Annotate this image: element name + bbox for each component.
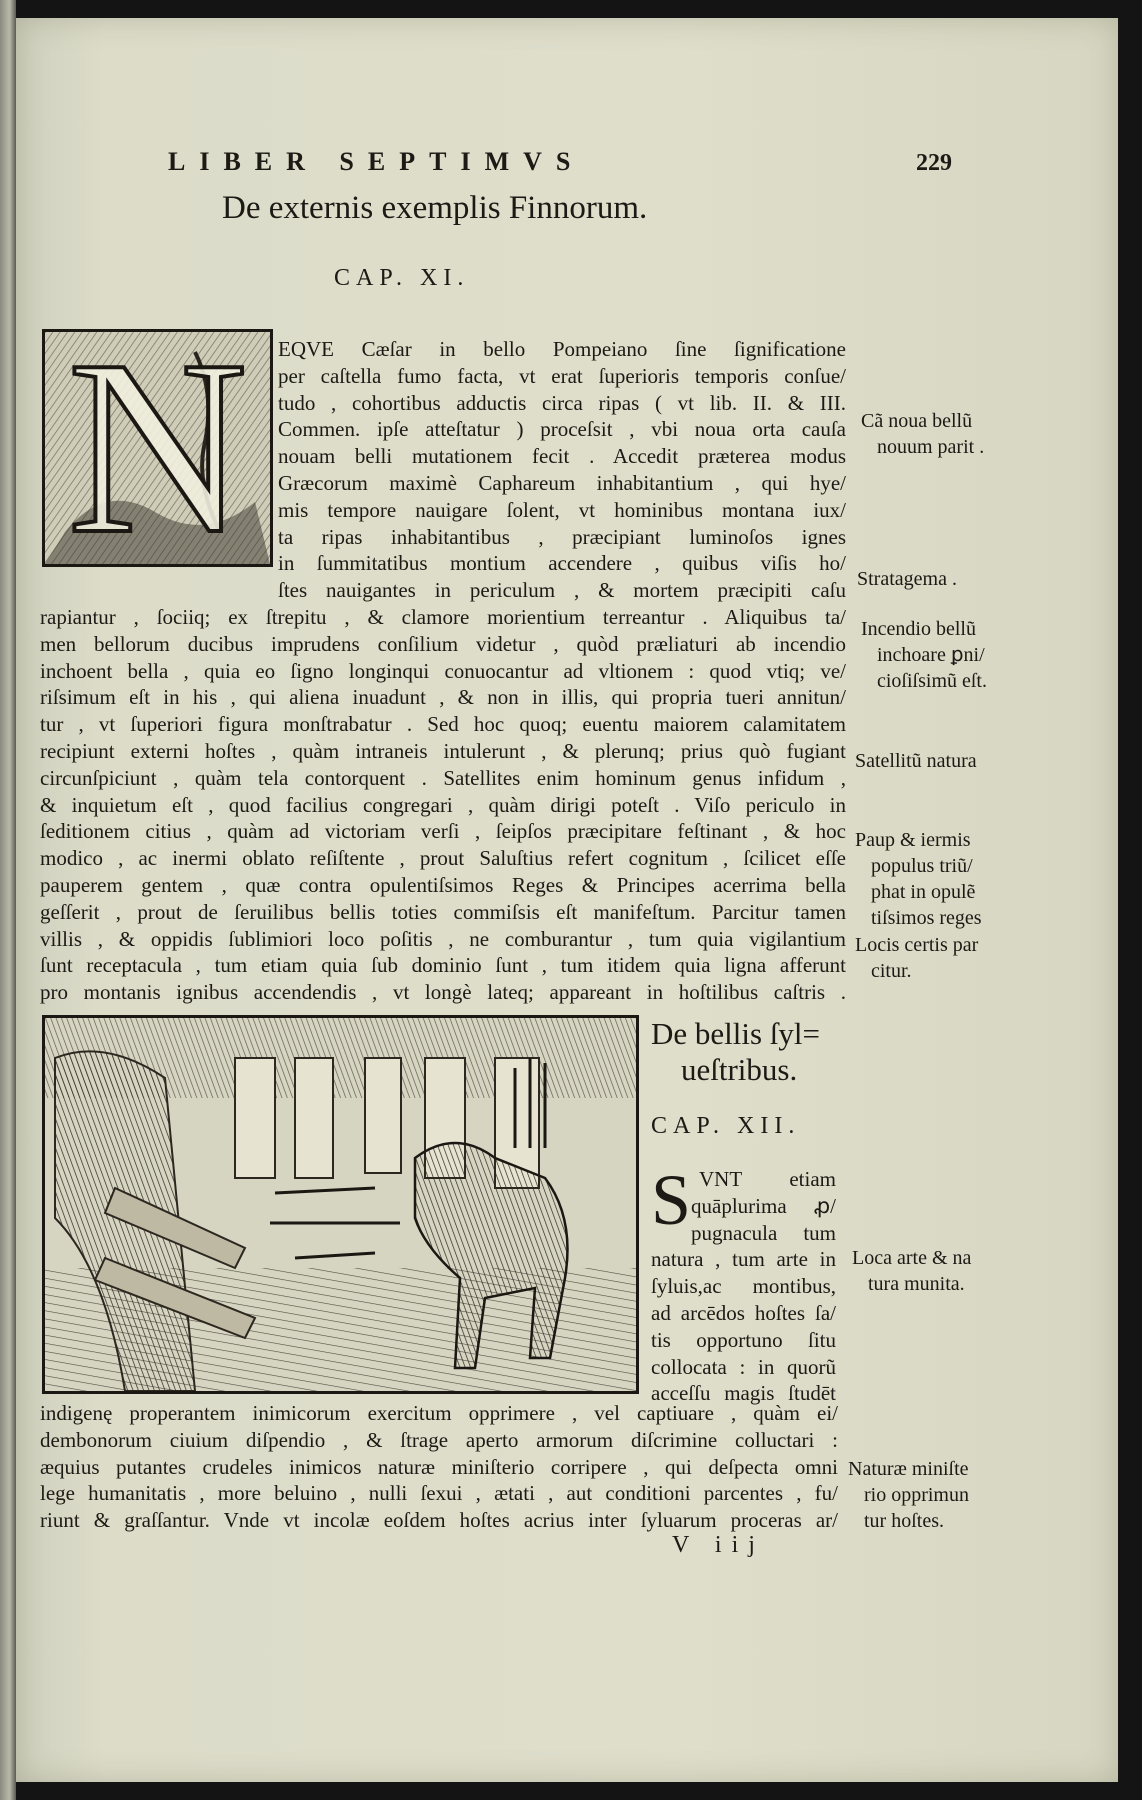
marginal-note <box>861 616 987 694</box>
text-line: tudo , cohortibus adductis circa ripas ( vt lib. II. & III. <box>278 390 846 415</box>
chapter12-title-line: ueſtribus. <box>681 1052 798 1087</box>
text-line: men bellorum ducibus imprudens conſilium videtur , quòd præliaturi ab incendio <box>40 631 846 656</box>
marginal-note-line: Locis certis par <box>855 934 979 956</box>
text-line: circunſpiciunt , quàm tela contorquent . Satellites enim hominum genus infidum , <box>40 765 846 790</box>
text-line: nouam belli mutationem fecit . Accedit præterea modus <box>278 444 846 469</box>
text-line: pauperem gentem , quæ contra opulentiſsimos Reges & Principes acerrima bella <box>40 873 846 897</box>
marginal-note-line: Paup & iermis <box>855 829 971 851</box>
text-line: Græcorum maximè Caphareum inhabitantium , qui hye/ <box>278 471 846 495</box>
text-line: pro montanis ignibus accendendis , vt longè lateq; appareant in hoſtilibus caſtris . <box>40 980 846 1005</box>
text-line: riſsimum eſt in his , qui aliena inuadunt , & non in illis, qui propria tueri annitun/ <box>40 685 846 710</box>
chapter12-title-line: De bellis ſyl= <box>651 1016 821 1051</box>
marginal-note <box>855 827 982 931</box>
text-line: ſeditionem citius , quàm ad victoriam verſi , ſeipſos præcipitare feſtinant , & hoc <box>40 819 846 844</box>
marginal-note-line: tura munita. <box>868 1273 965 1295</box>
text-line: geſſerit , prout de ſeruilibus bellis toties commiſsis eſt manifeſtum. Parcitur tamen <box>40 899 846 924</box>
marginal-note-line: Naturæ miniſte <box>848 1458 969 1480</box>
drop-cap-s: S <box>651 1160 692 1240</box>
marginal-note-line: tur hoſtes. <box>864 1510 944 1532</box>
text-line: recipiunt externi hoſtes , quàm intraneis intulerunt , & plerunq; prius quò fugiant <box>40 739 846 763</box>
signature-mark: V iij <box>672 1532 765 1558</box>
text-line: lege humanitatis , more beluino , nulli ſexui , ætati , aut conditioni parcentes , fu/ <box>40 1481 838 1506</box>
marginal-note <box>848 1456 969 1534</box>
marginal-note-line: Satellitũ natura <box>855 750 977 772</box>
text-line: ſyluis,ac montibus, <box>651 1274 836 1299</box>
text-line: ad arcēdos hoſtes ſa/ <box>651 1301 836 1325</box>
marginal-note-line: phat in opulẽ <box>871 881 976 903</box>
text-line: riunt & graſſantur. Vnde vt incolæ eoſdem hoſtes acrius inter ſyluarum proceras ar/ <box>40 1508 838 1533</box>
marginal-note-line: inchoare ꝑni/ <box>877 644 985 666</box>
text-line: ta ripas inhabitantibus , præcipiant luminoſos ignes <box>278 524 846 549</box>
text-line: Commen. ipſe atteſtatur ) proceſsit , vbi noua orta cauſa <box>278 417 846 442</box>
text-line: dembonorum ciuium diſpendio , & ſtrage aperto armorum diſcrimine colluctari : <box>40 1427 838 1452</box>
forest-battle-woodcut-icon <box>45 1018 636 1391</box>
text-line: inchoent bella , quia eo ſigno longinqui conuocantur ad vltionem : quod vtiq; ve/ <box>40 658 846 683</box>
text-line: per caſtella fumo facta, vt erat ſuperioris temporis conſue/ <box>278 363 846 388</box>
marginal-note-line: Loca arte & na <box>852 1247 972 1269</box>
marginal-note-line: Stratagema . <box>857 568 957 590</box>
text-line: villis , & oppidis ſublimiori loco poſitis , ne comburantur , tum quia vigilantium <box>40 926 846 951</box>
text-line: EQVE Cæſar in bello Pompeiano ſine ſignificatione <box>278 337 846 361</box>
chapter-title: De externis exemplis Finnorum. <box>222 190 648 226</box>
text-line: ſunt receptacula , tum etiam quia ſub dominio ſunt , tum itidem quia ligna afferunt <box>40 953 846 978</box>
marginal-note-line: rio opprimun <box>864 1484 969 1506</box>
text-line: æquius putantes crudeles inimicos naturæ miniſterio corripere , qui deſpecta omni <box>40 1454 838 1479</box>
marginal-note-line: citur. <box>871 960 912 982</box>
text-line: collocata : in quorũ <box>651 1354 836 1379</box>
text-line: modico , ac inermi oblato reſiſtente , prout Saluſtius refert cognitum , ſcilicet eſſe <box>40 846 846 871</box>
marginal-note <box>855 748 977 774</box>
running-title: LIBER SEPTIMVS <box>168 147 585 176</box>
page-number: 229 <box>916 150 952 176</box>
marginal-note <box>855 932 978 984</box>
text-line: & inquietum eſt , quod facilius congregari , quàm dirigi poteſt . Viſo periculo in <box>40 792 846 817</box>
marginal-note <box>852 1245 971 1297</box>
text-line: rapiantur , ſociiq; ex ſtrepitu , & clamore morientium terreantur . Aliquibus ta/ <box>40 605 846 629</box>
text-line: tur , vt ſuperiori figura monſtrabatur . Sed hoc quoq; euentu maiorem calamitatem <box>40 712 846 737</box>
text-line: quāplurima ꝓ/ <box>691 1193 836 1218</box>
text-line: VNT etiam <box>699 1167 836 1191</box>
text-line: natura , tum arte in <box>651 1247 836 1272</box>
text-line: mis tempore nauigare ſolent, vt hominibus montana iux/ <box>278 497 846 522</box>
woodcut-illustration <box>42 1015 639 1394</box>
text-line: tis opportuno ſitu <box>651 1327 836 1352</box>
chapter-number: CAP. XI. <box>334 265 470 291</box>
drop-cap-letter: N <box>67 329 248 567</box>
text-line: acceſſu magis ſtudēt <box>651 1381 836 1406</box>
chapter12-number: CAP. XII. <box>651 1113 801 1139</box>
text-line: pugnacula tum <box>691 1220 836 1245</box>
marginal-note-line: cioſiſsimũ eſt. <box>877 670 987 692</box>
marginal-note-line: Cã noua bellũ <box>861 410 973 432</box>
text-line: indigenę properantem inimicorum exercitum opprimere , vel captiuare , quàm ei/ <box>40 1401 838 1425</box>
marginal-note-line: tiſsimos reges <box>871 907 982 929</box>
text-line: ſtes nauigantes in periculum , & mortem præcipiti caſu <box>278 578 846 603</box>
marginal-note-line: populus triũ/ <box>871 855 973 877</box>
text-line: in ſummitatibus montium accendere , quibus viſis ho/ <box>278 551 846 576</box>
woodcut-initial <box>42 329 273 567</box>
marginal-note-line: nouum parit . <box>877 436 985 458</box>
chapter12-title <box>651 1016 820 1088</box>
marginal-note <box>861 408 984 460</box>
marginal-note <box>857 566 957 592</box>
adjacent-page-edge <box>0 0 16 1800</box>
marginal-note-line: Incendio bellũ <box>861 618 976 640</box>
